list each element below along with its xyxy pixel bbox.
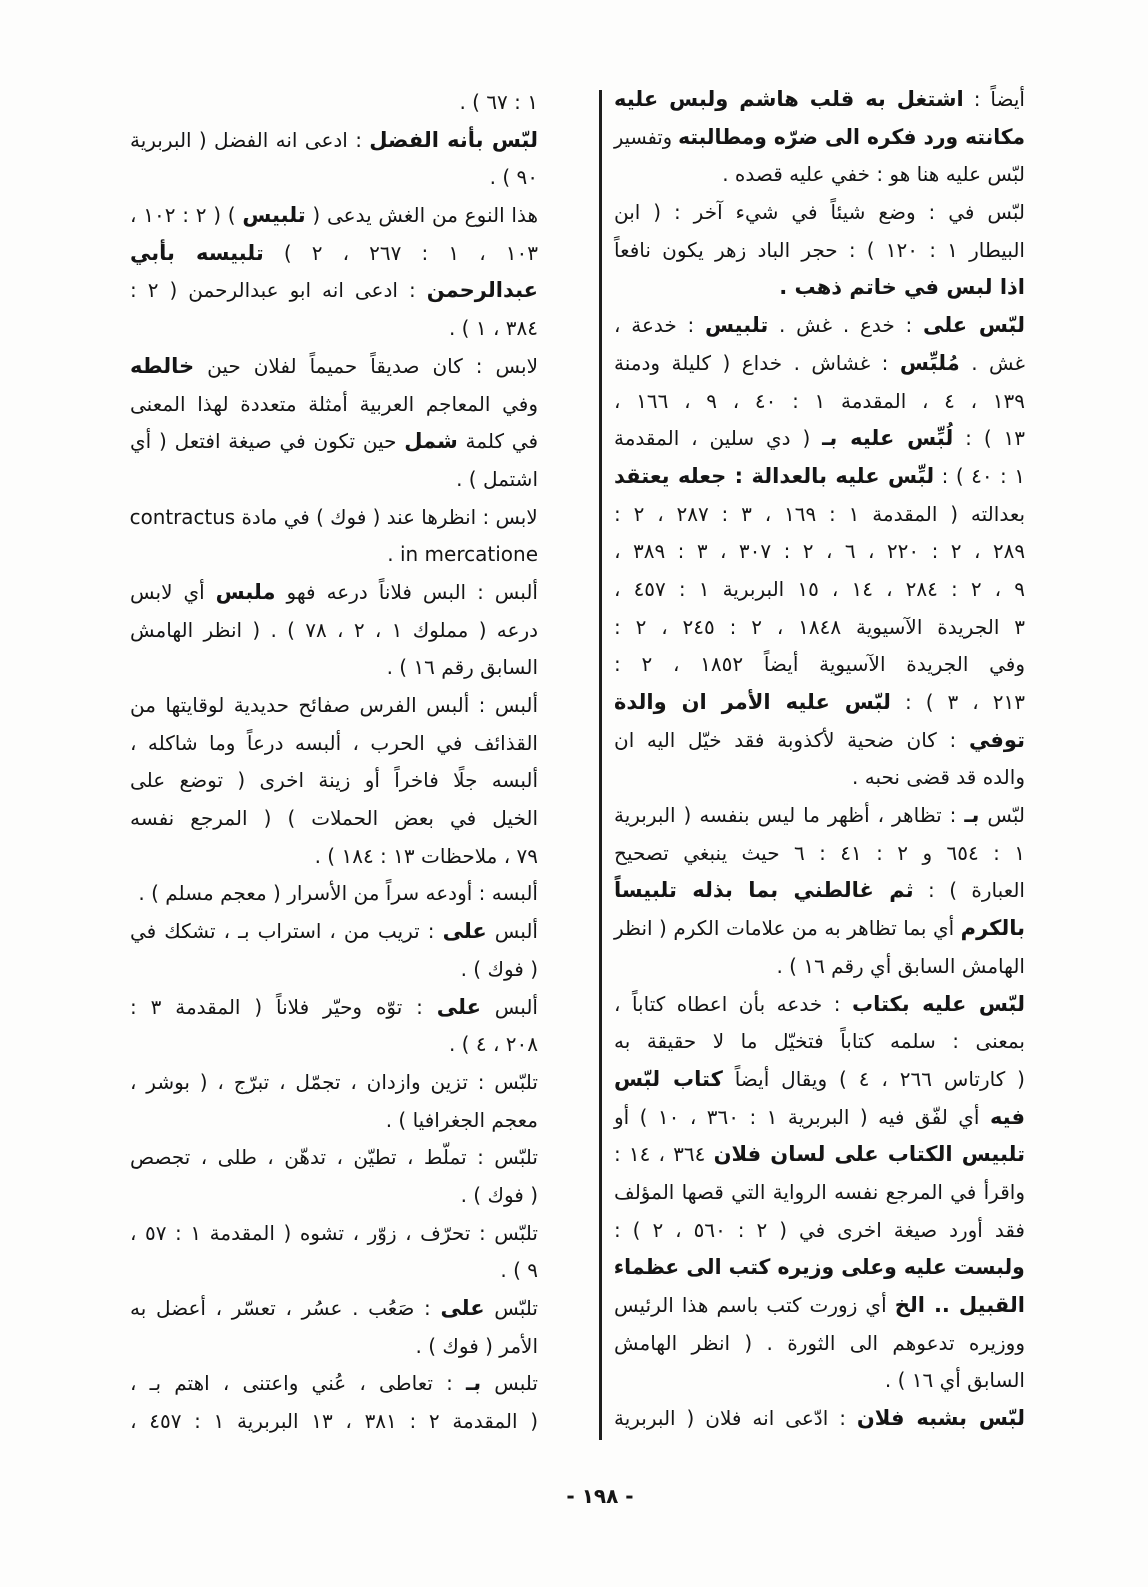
text-line (614, 1061, 1025, 1099)
body-text: لبّس في : وضع شيئاً في شيء آخر : ( ابن (614, 200, 1025, 225)
body-text: ١٠٣ ، ١ : ٢٦٧ ، ٢ ) (263, 240, 538, 265)
text-line (130, 1252, 538, 1290)
text-line (614, 420, 1025, 458)
line-text (614, 1174, 1025, 1212)
body-text: تلبس (481, 1371, 538, 1396)
body-text: لابس : انظرها عند ( فوك ) في مادة contractus (129, 504, 538, 529)
headword-text: على (436, 994, 481, 1019)
body-text: بمعنى : سلمه كتاباً فتخيّل ما لا حقيقة به (614, 1029, 1025, 1054)
text-line (130, 1365, 538, 1403)
line-text (614, 458, 1025, 496)
body-text: فقد أورد صيغة اخرى في ( ٢ : ٥٦٠ ، ٢ ) : (613, 1217, 1025, 1242)
text-line (130, 1215, 538, 1253)
body-text: : توّه وحيّر فلاناً ( المقدمة ٣ : (130, 994, 437, 1019)
text-line (130, 122, 538, 160)
text-line (130, 762, 538, 800)
line-text (490, 159, 538, 197)
headword-text: اذا لبس في خاتم ذهب . (779, 275, 1025, 300)
line-text (315, 838, 538, 876)
text-line (614, 1400, 1025, 1438)
headword-text: اشتغل به قلب هاشم ولبس عليه (613, 87, 964, 111)
line-text (130, 989, 538, 1027)
dictionary-entry (130, 84, 538, 122)
body-text: ( كارتاس ٢٦٦ ، ٤ ) ويقال أيضاً (722, 1066, 1025, 1091)
dictionary-entry (614, 307, 1025, 797)
headword-text: تلبيسه بأبي (130, 240, 264, 265)
body-text: ألبسه جلًا فاخراً أو زينة اخرى ( توضع على (130, 768, 538, 793)
text-line (614, 1325, 1025, 1363)
body-text: ١ : ٤٠ ) : (934, 463, 1025, 488)
text-line (614, 119, 1025, 157)
text-line (614, 986, 1025, 1024)
text-line (614, 458, 1025, 496)
line-text (614, 345, 1025, 383)
line-text (614, 1249, 1025, 1287)
text-line (614, 232, 1025, 270)
line-text (461, 1177, 538, 1215)
text-line (614, 81, 1025, 119)
text-line (614, 722, 1025, 760)
body-text: : تظاهر ، أظهر ما ليس بنفسه ( البربرية (613, 803, 965, 828)
body-text: : خدعه بأن اعطاه كتاباً ، (613, 991, 852, 1016)
headword-text: ثم غالطني بما بذله تلبيساً (614, 878, 914, 903)
dictionary-entry (614, 1400, 1025, 1438)
line-text (130, 235, 538, 273)
body-text: لبّس عليه هنا هو : خفي عليه قصده . (722, 162, 1025, 187)
body-text: ألبس (480, 994, 538, 1019)
body-text: الهامش السابق أي رقم ١٦ ) . (776, 953, 1025, 978)
line-text (614, 81, 1025, 119)
headword-text: خالطه (130, 353, 195, 378)
line-text (614, 307, 1025, 345)
line-text (614, 1136, 1025, 1174)
body-text: هذا النوع من الغش يدعى ( (305, 203, 538, 228)
line-text (614, 722, 1025, 760)
line-text (500, 1252, 538, 1290)
dictionary-entry (130, 499, 538, 574)
body-text: ألبس : ألبس الفرس صفائح حديدية لوقايتها من (130, 693, 538, 717)
body-text: ( فوك ) . (460, 1182, 538, 1207)
line-text (614, 1099, 1025, 1137)
text-line (130, 951, 538, 989)
body-text: والده قد قضى نحبه . (852, 765, 1025, 790)
body-text: أي لفّق فيه ( البربرية ١ : ٣٦٠ ، ١٠ ) أو (614, 1104, 990, 1129)
body-text: تلبّس : تحرّف ، زوّر ، تشوه ( المقدمة ١ : ٥٧ ، (129, 1220, 538, 1245)
line-text (130, 272, 538, 310)
line-text (614, 383, 1025, 421)
text-line (130, 875, 538, 913)
text-line (614, 797, 1025, 835)
text-line (130, 310, 538, 348)
dictionary-entry (130, 1215, 538, 1290)
dictionary-entry (614, 194, 1025, 307)
text-line (130, 386, 538, 424)
line-text (130, 1064, 538, 1102)
text-line (614, 910, 1025, 948)
line-text (130, 800, 538, 838)
line-text (138, 875, 538, 913)
body-text: : ادعى انه ابو عبدالرحمن ( ٢ : (130, 278, 427, 303)
body-text: : غشاش . خداع ( كليلة ودمنة (613, 350, 900, 375)
body-text: : خدعة ، (614, 313, 705, 338)
text-line (614, 269, 1025, 307)
body-text: ) ( ٢ : ١٠٢ ، (129, 203, 243, 228)
body-text: أي زورت كتب باسم هذا الرئيس (614, 1293, 895, 1317)
right-column (614, 81, 1025, 1438)
line-text (416, 1328, 538, 1366)
text-line (130, 1064, 538, 1102)
dictionary-entry (130, 1139, 538, 1214)
text-line (130, 235, 538, 273)
headword-text: ولبست عليه وعلى وزيره كتب الى عظماء (613, 1255, 1025, 1280)
dictionary-entry (614, 797, 1025, 985)
line-text (614, 835, 1025, 873)
line-text (722, 156, 1025, 194)
headword-text: على (442, 919, 487, 944)
text-line (614, 571, 1025, 609)
body-text: ٣٦٤ ، ١٤ : (613, 1142, 714, 1167)
body-text: العبارة ) : (913, 878, 1025, 903)
line-text (130, 687, 538, 725)
line-text (614, 420, 1025, 458)
dictionary-entry (130, 687, 538, 875)
line-text (614, 533, 1025, 571)
dictionary-entry (130, 197, 538, 348)
headword-text: تلبيس (242, 203, 306, 228)
line-text (776, 948, 1025, 986)
body-text: لبّس (979, 803, 1025, 828)
text-line (130, 989, 538, 1027)
line-text (614, 910, 1025, 948)
line-text (852, 759, 1025, 797)
body-text: البيطار ١ : ١٢٠ ) : حجر الباد زهر يكون نافعاً (614, 237, 1025, 262)
line-text (614, 646, 1025, 684)
body-text: : صَعُب . عسُر ، تعسّر ، أعضل به (130, 1296, 441, 1320)
line-text (130, 725, 538, 763)
body-text: ألبسه : أودعه سراً من الأسرار ( معجم مسلم ) . (138, 881, 538, 906)
headword-text: تلبيس (704, 313, 769, 338)
body-text: ٧٩ ، ملاحظات ١٣ : ١٨٤ ) . (314, 843, 538, 868)
dictionary-entry (130, 348, 538, 499)
text-line (130, 197, 538, 235)
body-text: تلبّس : تزين وازدان ، تجمّل ، تبرّج ، ( بوشر ، (130, 1069, 538, 1094)
line-text (130, 1403, 538, 1441)
body-text: ٢١٣ ، ٣ ) : (890, 690, 1025, 714)
line-text (614, 1287, 1025, 1325)
line-text (130, 762, 538, 800)
text-line (130, 1139, 538, 1177)
line-text (614, 1061, 1025, 1099)
line-text (614, 986, 1025, 1024)
body-text: ١ : ٦٥٤ و ٢ : ٤١ : ٦ حيث ينبغي تصحيح (613, 840, 1025, 865)
line-text (614, 232, 1025, 270)
text-line (130, 649, 538, 687)
body-text: القذائف في الحرب ، ألبسه درعاً وما شاكله ، (130, 730, 538, 755)
headword-text: على (440, 1296, 485, 1320)
body-text: السابق رقم ١٦ ) . (386, 655, 538, 680)
dictionary-entry (130, 1064, 538, 1139)
text-line (614, 1099, 1025, 1137)
line-text (387, 536, 538, 574)
headword-text: بـ (964, 803, 980, 828)
text-line (614, 1212, 1025, 1250)
body-text: : تريب من ، استراب بـ ، تشكك في (129, 919, 443, 944)
line-text (885, 1362, 1025, 1400)
line-text (614, 194, 1025, 232)
line-text (130, 913, 538, 951)
text-line (130, 574, 538, 612)
body-text: حين تكون في صيغة افتعل ( أي (130, 429, 405, 454)
text-line (614, 872, 1025, 910)
body-text: اشتمل ) . (456, 466, 538, 491)
body-text: ألبس : البس فلاناً درعه فهو (275, 579, 538, 604)
line-text (614, 1023, 1025, 1061)
body-text: أي بما تظاهر به من علامات الكرم ( انظر (614, 916, 961, 941)
text-line (614, 759, 1025, 797)
line-text (456, 461, 538, 499)
body-text: أيضاً : (963, 87, 1025, 111)
line-text (130, 499, 538, 537)
body-text: ٣ الجريدة الآسيوية ١٨٤٨ ، ٢ : ٢٤٥ ، ٢ : (613, 614, 1025, 639)
body-text: ( فوك ) . (460, 956, 538, 981)
headword-text: لبّس على (922, 313, 1025, 338)
body-text: ( دي سلين ، المقدمة (614, 426, 823, 451)
body-text: معجم الجغرافيا ) . (385, 1107, 538, 1132)
text-line (130, 800, 538, 838)
headword-text: لُبِّس عليه بـ (822, 426, 954, 451)
headword-text: لبّس بشبه فلان (856, 1406, 1025, 1431)
line-text (130, 386, 538, 424)
text-line (130, 84, 538, 122)
body-text: : ادّعى انه فلان ( البربرية (613, 1406, 857, 1431)
body-text: : ادعى انه الفضل ( البربرية (129, 127, 370, 152)
headword-text: شمل (404, 429, 458, 454)
text-line (614, 383, 1025, 421)
line-text (614, 1212, 1025, 1250)
body-text: تلبّس : تملّط ، تطيّن ، تدهّن ، طلى ، تجصص (130, 1145, 538, 1170)
page-number: - ١٩٨ - (566, 1484, 634, 1508)
headword-text: لبّس عليه بكتاب (852, 991, 1025, 1016)
body-text: ١٣٩ ، ٤ ، المقدمة ١ : ٤٠ ، ٩ ، ١٦٦ ، (613, 388, 1025, 413)
dictionary-entry (614, 986, 1025, 1401)
body-text: : خدع . غش . (768, 313, 923, 338)
body-text: ( المقدمة ٢ : ٣٨١ ، ١٣ البربرية ١ : ٤٥٧ ، (130, 1409, 538, 1434)
headword-text: مُلبِّس (899, 350, 960, 375)
text-line (614, 646, 1025, 684)
body-text: بعدالته ( المقدمة ١ : ١٦٩ ، ٣ : ٢٨٧ ، ٢ : (613, 501, 1025, 526)
text-line (614, 1174, 1025, 1212)
dictionary-entry (130, 574, 538, 687)
line-text (130, 574, 538, 612)
line-text (614, 1325, 1025, 1363)
text-line (130, 1026, 538, 1064)
body-text: وتفسير (613, 124, 679, 149)
text-line (614, 496, 1025, 534)
text-line (614, 684, 1025, 722)
body-text: الخيل في بعض الحملات ) ( المرجع نفسه (130, 806, 538, 831)
headword-text: لبّس بأنه الفضل (369, 127, 538, 152)
text-line (130, 499, 538, 537)
line-text (614, 872, 1025, 910)
line-text (130, 1139, 538, 1177)
headword-text: لبّس عليه الأمر ان والدة (614, 690, 891, 714)
text-line (614, 1023, 1025, 1061)
body-text: في كلمة (457, 429, 538, 454)
text-line (614, 156, 1025, 194)
headword-text: القبيل .. الخ (894, 1293, 1025, 1317)
body-text: : تعاطى ، عُني واعتنى ، اهتم بـ ، (129, 1371, 467, 1396)
line-text (130, 122, 538, 160)
line-text (130, 612, 538, 650)
line-text (130, 1290, 538, 1328)
headword-text: تلبيس الكتاب على لسان فلان (713, 1142, 1025, 1167)
text-line (130, 1177, 538, 1215)
dictionary-entry (130, 122, 538, 197)
headword-text: توفي (968, 727, 1025, 752)
line-text (614, 684, 1025, 722)
text-line (614, 1362, 1025, 1400)
text-line (614, 835, 1025, 873)
line-text (459, 84, 538, 122)
text-line (614, 307, 1025, 345)
text-line (130, 725, 538, 763)
line-text (614, 609, 1025, 647)
body-text: ١٣ ) : (953, 426, 1025, 451)
line-text (614, 119, 1025, 157)
headword-text: بالكرم (960, 916, 1025, 941)
body-text: : كان ضحية لأكذوبة فقد خيّل اليه ان (614, 727, 969, 752)
body-text: ١ : ٦٧ ) . (459, 90, 538, 114)
text-line (614, 345, 1025, 383)
headword-text: عبدالرحمن (426, 278, 538, 303)
text-line (614, 1249, 1025, 1287)
text-line (130, 536, 538, 574)
dictionary-entry (130, 989, 538, 1064)
text-line (130, 913, 538, 951)
line-text (130, 423, 538, 461)
line-text (614, 496, 1025, 534)
dictionary-entry (130, 875, 538, 913)
headword-text: مكانته ورد فكره الى ضرّه ومطالبته (678, 124, 1025, 149)
text-line (614, 948, 1025, 986)
text-line (614, 194, 1025, 232)
headword-text: كتاب لبّس (614, 1066, 723, 1091)
dictionary-entry (130, 1290, 538, 1365)
line-text (614, 797, 1025, 835)
line-text (449, 310, 538, 348)
text-line (614, 533, 1025, 571)
body-text: السابق أي ١٦ ) . (884, 1368, 1025, 1393)
headword-text: ملبس (215, 579, 276, 604)
line-text (386, 1102, 538, 1140)
text-line (130, 687, 538, 725)
text-line (130, 272, 538, 310)
body-text: درعه ( مملوك ١ ، ٢ ، ٧٨ ) . ( انظر الهامش (130, 617, 538, 642)
body-text: ووزيره تدعوهم الى الثورة . ( انظر الهامش (614, 1330, 1025, 1355)
body-text: تلبّس (484, 1296, 538, 1320)
text-line (130, 159, 538, 197)
text-line (130, 838, 538, 876)
dictionary-entry (130, 913, 538, 988)
line-text (387, 649, 538, 687)
text-line (130, 348, 538, 386)
line-text (614, 571, 1025, 609)
dictionary-entry (614, 81, 1025, 194)
left-column (130, 84, 538, 1441)
body-text: ٣٨٤ ، ١ ) . (448, 316, 538, 341)
line-text (130, 197, 538, 235)
line-text (449, 1026, 538, 1064)
line-text (779, 269, 1025, 307)
body-text: ٩ ) . (500, 1258, 538, 1283)
body-text: ٩٠ ) . (489, 165, 538, 190)
headword-text: بـ (466, 1371, 482, 1396)
body-text: ٢٨٩ ، ٢ : ٢٢٠ ، ٦ ، ٢ : ٣٠٧ ، ٣ : ٣٨٩ ، (613, 539, 1025, 564)
dictionary-entry (130, 1365, 538, 1440)
text-line (130, 1290, 538, 1328)
headword-text: فيه (989, 1104, 1025, 1129)
text-line (130, 1403, 538, 1441)
body-text: ٢٠٨ ، ٤ ) . (448, 1032, 538, 1057)
line-text (130, 348, 538, 386)
line-text (130, 1215, 538, 1253)
line-text (614, 1400, 1025, 1438)
body-text: ٩ ، ٢ : ٢٨٤ ، ١٤ ، ١٥ البربرية ١ : ٤٥٧ ، (614, 576, 1025, 601)
text-line (614, 1287, 1025, 1325)
body-text: وفي الجريدة الآسيوية أيضاً ١٨٥٢ ، ٢ : (614, 652, 1025, 677)
body-text: أي لابس (130, 579, 216, 604)
body-text: واقرأ في المرجع نفسه الرواية التي قصها المؤلف (614, 1179, 1025, 1204)
text-line (614, 1136, 1025, 1174)
body-text: الأمر ( فوك ) . (415, 1333, 538, 1358)
text-line (130, 1102, 538, 1140)
text-line (130, 1328, 538, 1366)
line-text (461, 951, 538, 989)
body-text: وفي المعاجم العربية أمثلة متعددة لهذا المعنى (130, 391, 538, 416)
body-text: ألبس (486, 919, 538, 944)
body-text: لابس : كان صديقاً حميماً لفلان حين (194, 353, 538, 378)
line-text (130, 1365, 538, 1403)
headword-text: لبِّس عليه بالعدالة : جعله يعتقد (614, 463, 935, 488)
text-line (130, 461, 538, 499)
body-text: in mercatione . (387, 542, 538, 567)
column-divider (599, 90, 602, 1440)
text-line (614, 609, 1025, 647)
text-line (130, 423, 538, 461)
body-text: غش . (959, 350, 1025, 375)
text-line (130, 612, 538, 650)
